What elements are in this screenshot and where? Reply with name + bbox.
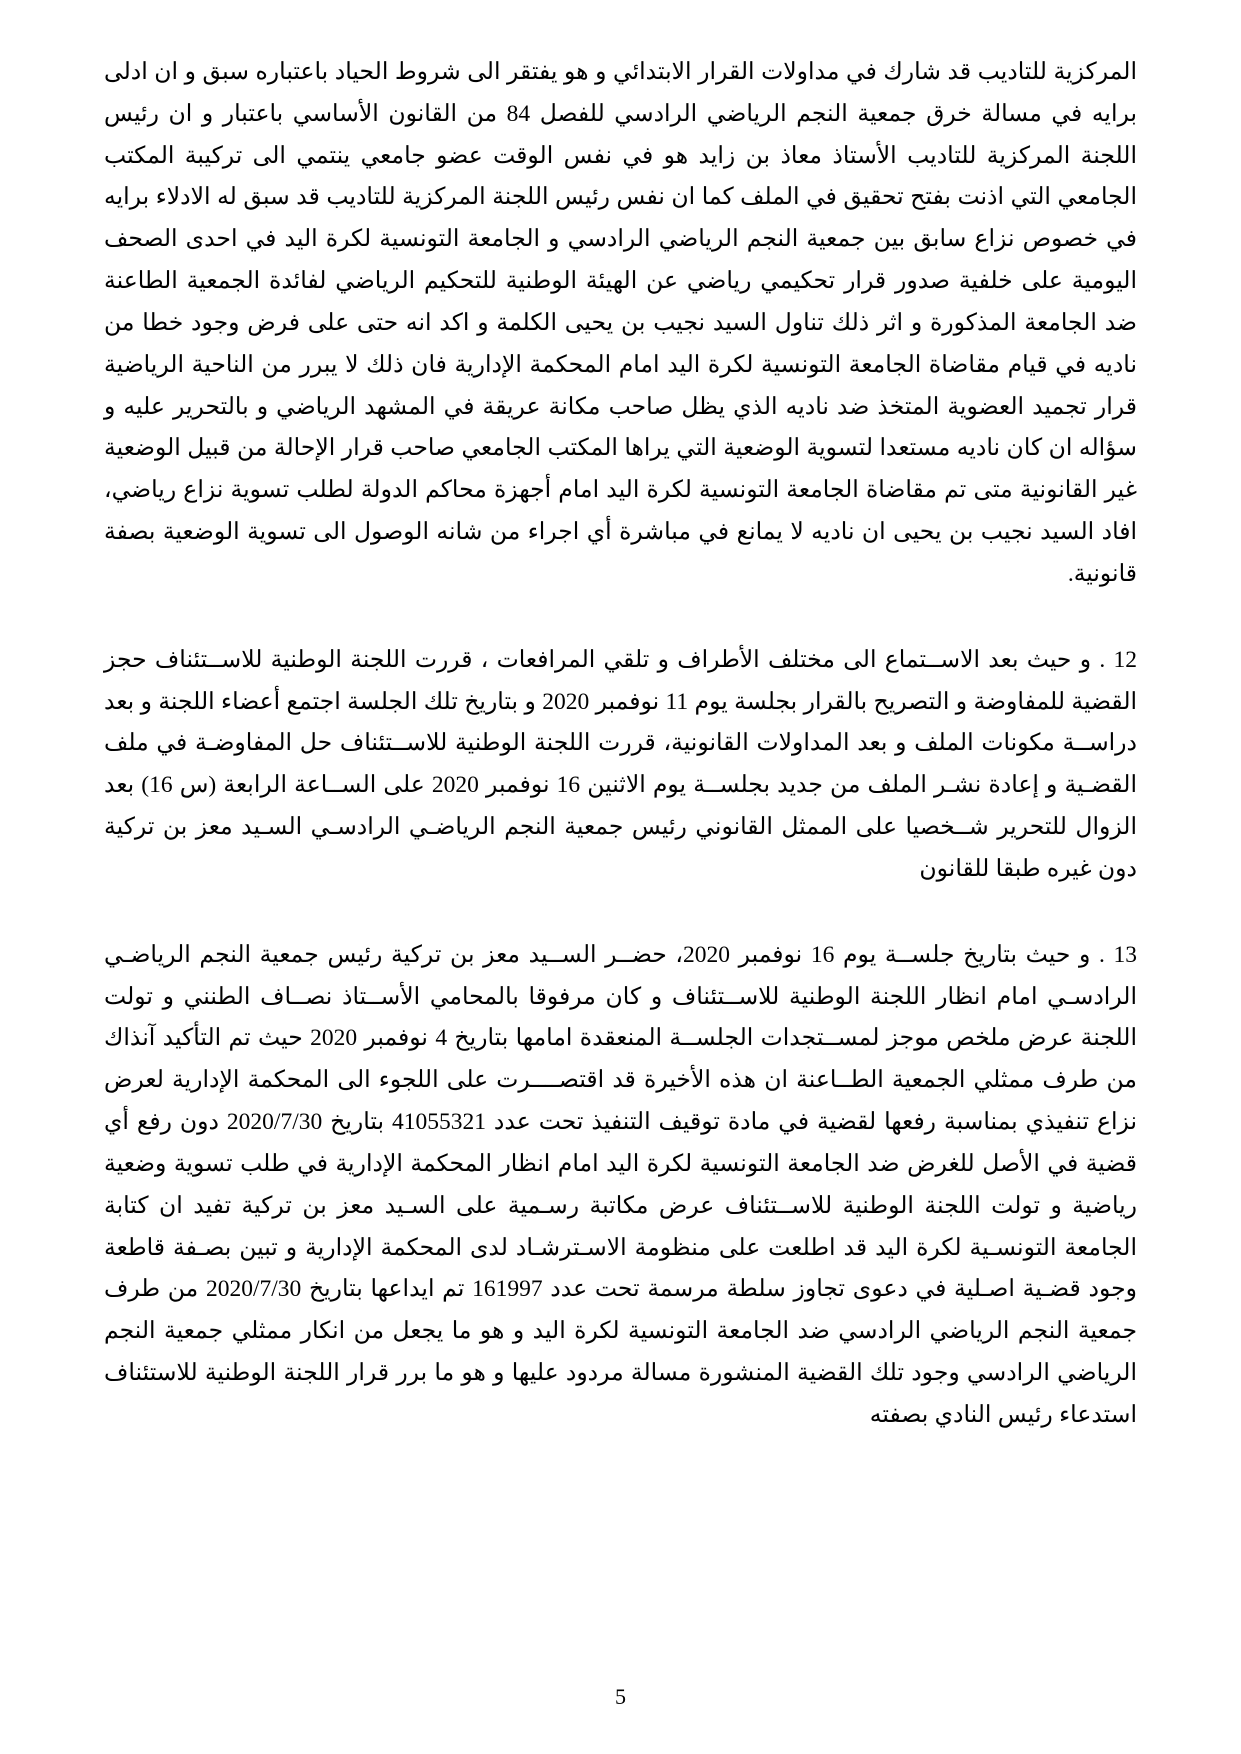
paragraph-text: المركزية للتاديب قد شارك في مداولات القرار الابتدائي و هو يفتقر الى شروط الحياد باعتباره سبق و ان ادلى برايه في مسالة خرق جمعية النجم الرياضي الرادسي للفصل 84 من القانون الأساسي باعتبار و ان رئيس اللجنة المركزية للتاديب الأستاذ معاذ بن زايد هو في نفس الوقت عضو جامعي ينتمي الى تركيبة المكتب الجامعي التي اذنت بفتح تحقيق في الملف كما ان نفس رئيس اللجنة المركزية للتاديب قد سبق له الادلاء برايه في خصوص نزاع سابق بين جمعية النجم الرياضي الرادسي و الجامعة التونسية لكرة اليد في احدى الصحف اليومية على خلفية صدور قرار تحكيمي رياضي عن الهيئة الوطنية للتحكيم الرياضي لفائدة الجمعية الطاعنة ضد الجامعة المذكورة و اثر ذلك تناول السيد نجيب بن يحيى الكلمة و اكد انه حتى على فرض وجود خطا من ناديه في قيام مقاضاة الجامعة التونسية لكرة اليد امام المحكمة الإدارية فان ذلك لا يبرر من الناحية الرياضية قرار تجميد العضوية المتخذ ضد ناديه الذي يظل صاحب مكانة عريقة في المشهد الرياضي و بالتحرير عليه و سؤاله ان كان ناديه مستعدا لتسوية الوضعية التي يراها المكتب الجامعي صاحب قرار الإحالة من قبيل الوضعية غير القانونية متى تم مقاضاة الجامعة التونسية لكرة اليد امام أجهزة محاكم الدولة لطلب تسوية نزاع رياضي، افاد السيد نجيب بن يحيى ان ناديه لا يمانع في مباشرة أي اجراء من شانه الوصول الى تسوية الوضعية بصفة قانونية.	[104, 59, 1137, 587]
paragraph-continued	[104, 52, 1137, 596]
paragraph-text: و حيث بتاريخ جلســة يوم 16 نوفمبر 2020، حضــر الســيد معز بن تركية رئيس جمعية النجم الرياضـي الرادسـي امام انظار اللجنة الوطنية للاســتئناف و كان مرفوقا بالمحامي الأســتاذ نصــاف الطنني و تولت اللجنة عرض ملخص موجز لمســتجدات الجلســة المنعقدة امامها بتاريخ 4 نوفمبر 2020 حيث تم التأكيد آنذاك من طرف ممثلي الجمعية الطــاعنة ان هذه الأخيرة قد اقتصــــرت على اللجوء الى المحكمة الإدارية لعرض نزاع تنفيذي بمناسبة رفعها لقضية في مادة توقيف التنفيذ تحت عدد 41055321 بتاريخ 2020/7/30 دون رفع أي قضية في الأصل للغرض ضد الجامعة التونسية لكرة اليد امام انظار المحكمة الإدارية في طلب تسوية وضعية رياضية و تولت اللجنة الوطنية للاســتئناف عرض مكاتبة رسـمية على السـيد معز بن تركية تفيد ان كتابة الجامعة التونسـية لكرة اليد قد اطلعت على منظومة الاسـترشـاد لدى المحكمة الإدارية و تبين بصـفة قاطعة وجود قضـية اصـلية في دعوى تجاوز سلطة مرسمة تحت عدد 161997 تم ايداعها بتاريخ 2020/7/30 من طرف جمعية النجم الرياضي الرادسي ضد الجامعة التونسية لكرة اليد و هو ما يجعل من انكار ممثلي جمعية النجم الرياضي الرادسي وجود تلك القضية المنشورة مسالة مردود عليها و هو ما برر قرار اللجنة الوطنية للاستئناف استدعاء رئيس النادي بصفته	[104, 941, 1138, 1428]
paragraph-13	[104, 935, 1137, 1437]
paragraph-marker: 13 .	[1099, 941, 1138, 968]
page-body	[104, 52, 1137, 1437]
paragraph-text: و حيث بعد الاســتماع الى مختلف الأطراف و تلقي المرافعات ، قررت اللجنة الوطنية للاســتئناف حجز القضية للمفاوضة و التصريح بالقرار بجلسة يوم 11 نوفمبر 2020 و بتاريخ تلك الجلسة اجتمع أعضاء اللجنة و بعد دراســة مكونات الملف و بعد المداولات القانونية، قررت اللجنة الوطنية للاســتئناف حل المفاوضـة في ملف القضـية و إعادة نشـر الملف من جديد بجلســة يوم الاثنين 16 نوفمبر 2020 على الســاعة الرابعة (س 16) بعد الزوال للتحرير شــخصيا على الممثل القانوني رئيس جمعية النجم الرياضـي الرادسـي السـيد معز بن تركية دون غيره طبقا للقانون	[104, 646, 1138, 882]
page-number: 5	[615, 1684, 626, 1709]
paragraph-marker: 12 .	[1099, 646, 1138, 673]
paragraph-12	[104, 640, 1137, 891]
